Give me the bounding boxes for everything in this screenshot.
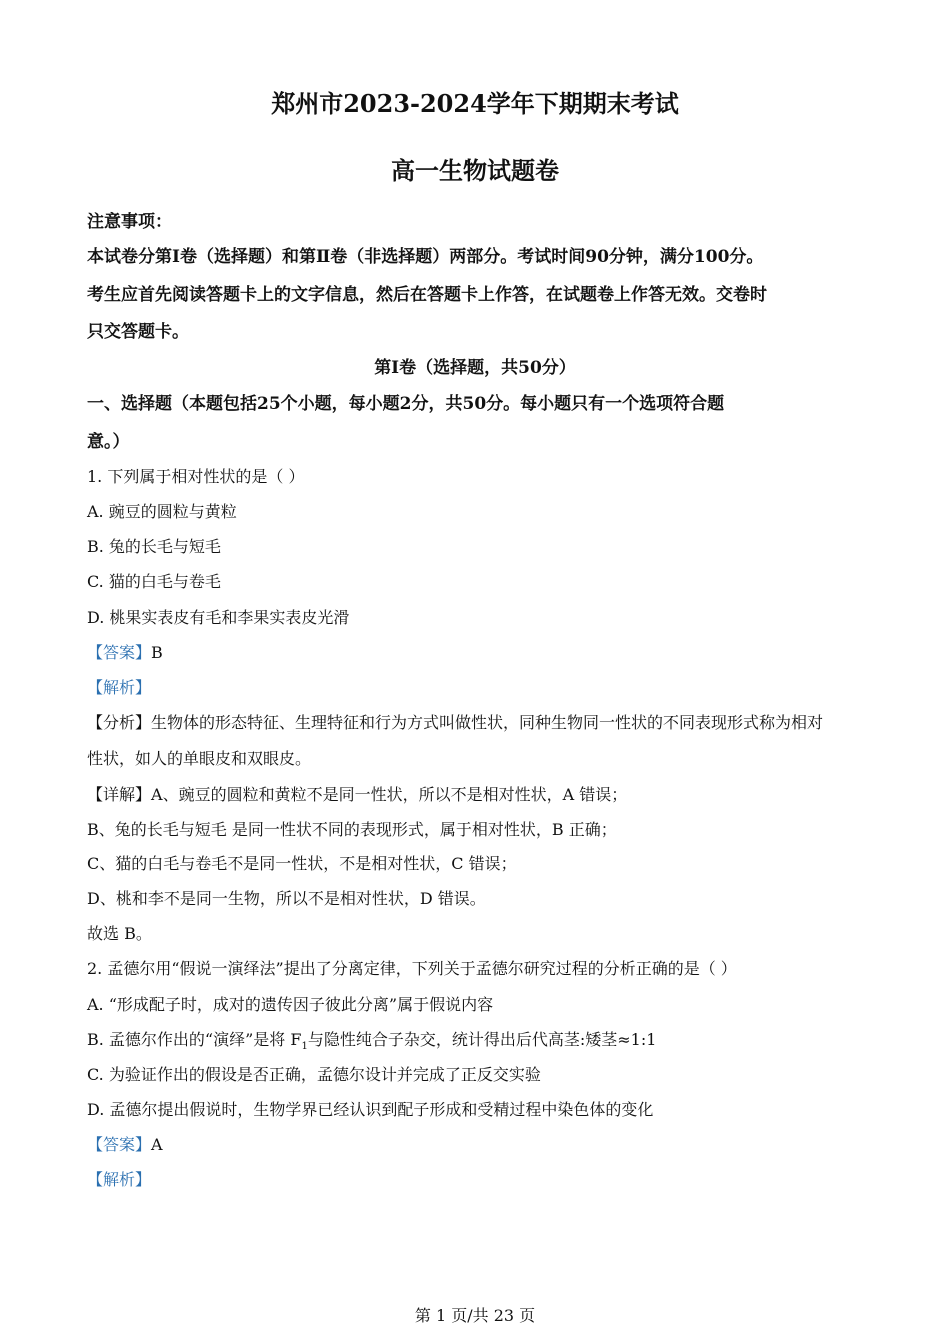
notice-heading: 注意事项： — [87, 212, 172, 232]
q1-detail-3: C、猫的白毛与卷毛不是同一性状，不是相对性状，C 错误； — [87, 854, 517, 873]
fenxi-text-1: 生物体的形态特征、生理特征和行为方式叫做性状，同种生物同一性状的不同表现形式称为相对 — [151, 713, 824, 732]
q2-answer — [87, 1134, 163, 1156]
q2-option-b-sub: 1 — [301, 1041, 308, 1053]
q1-option-b: B. 兔的长毛与短毛 — [87, 537, 221, 556]
page-number: 第 1 页/共 23 页 — [414, 1306, 536, 1325]
q2-option-d: D. 孟德尔提出假说时，生物学界已经认识到配子形成和受精过程中染色体的变化 — [87, 1100, 654, 1119]
q1-stem: 1. 下列属于相对性状的是（ ） — [87, 467, 305, 486]
q2-stem: 2. 孟德尔用“假说一演绎法”提出了分离定律，下列关于孟德尔研究过程的分析正确的是（ ） — [87, 959, 737, 978]
exam-title: 郑州市2023-2024学年下期期末考试 — [271, 89, 679, 118]
notice-line-3: 只交答题卡。 — [87, 322, 189, 342]
answer-tag: 【答案】 — [87, 1135, 152, 1154]
q2-option-b-post: 与隐性纯合子杂交，统计得出后代高茎:矮茎≈1:1 — [307, 1030, 657, 1049]
q2-option-b — [87, 1029, 656, 1058]
q1-fenxi-2: 性状，如人的单眼皮和双眼皮。 — [87, 749, 312, 768]
q1-answer-value: B — [151, 643, 163, 662]
q1-detail-2: B、兔的长毛与短毛 是同一性状不同的表现形式，属于相对性状，B 正确； — [87, 820, 617, 839]
section-instructions-2: 意。） — [87, 432, 130, 452]
q1-fenxi-1 — [87, 712, 823, 734]
q1-analysis-tag: 【解析】 — [87, 678, 152, 697]
detail-tag: 【详解】 — [87, 785, 152, 804]
q1-option-d: D. 桃果实表皮有毛和李果实表皮光滑 — [87, 608, 350, 627]
q1-answer — [87, 642, 163, 664]
fenxi-tag: 【分析】 — [87, 713, 152, 732]
q1-option-c: C. 猫的白毛与卷毛 — [87, 572, 221, 591]
q2-option-b-pre: B. 孟德尔作出的“演绎”是将 F — [87, 1030, 302, 1049]
notice-line-1: 本试卷分第Ⅰ卷（选择题）和第Ⅱ卷（非选择题）两部分。考试时间90分钟，满分100分。 — [87, 247, 764, 267]
part-1-title: 第Ⅰ卷（选择题，共50分） — [374, 358, 576, 378]
detail-text-1: A、豌豆的圆粒和黄粒不是同一性状，所以不是相对性状，A 错误； — [151, 785, 628, 804]
q2-analysis-tag: 【解析】 — [87, 1170, 152, 1189]
section-instructions-1: 一、选择题（本题包括25个小题，每小题2分，共50分。每小题只有一个选项符合题 — [87, 394, 725, 414]
q1-option-a: A. 豌豆的圆粒与黄粒 — [87, 502, 237, 521]
q1-detail-1 — [87, 784, 627, 806]
answer-tag: 【答案】 — [87, 643, 152, 662]
q2-option-c: C. 为验证作出的假设是否正确，孟德尔设计并完成了正反交实验 — [87, 1065, 541, 1084]
q1-detail-4: D、桃和李不是同一生物，所以不是相对性状，D 错误。 — [87, 889, 486, 908]
q2-option-a: A. “形成配子时，成对的遗传因子彼此分离”属于假说内容 — [87, 995, 494, 1014]
q2-answer-value: A — [151, 1135, 163, 1154]
notice-line-2: 考生应首先阅读答题卡上的文字信息，然后在答题卡上作答，在试题卷上作答无效。交卷时 — [87, 285, 767, 305]
exam-subtitle: 高一生物试题卷 — [391, 156, 559, 185]
q1-conclusion: 故选 B。 — [87, 924, 152, 943]
